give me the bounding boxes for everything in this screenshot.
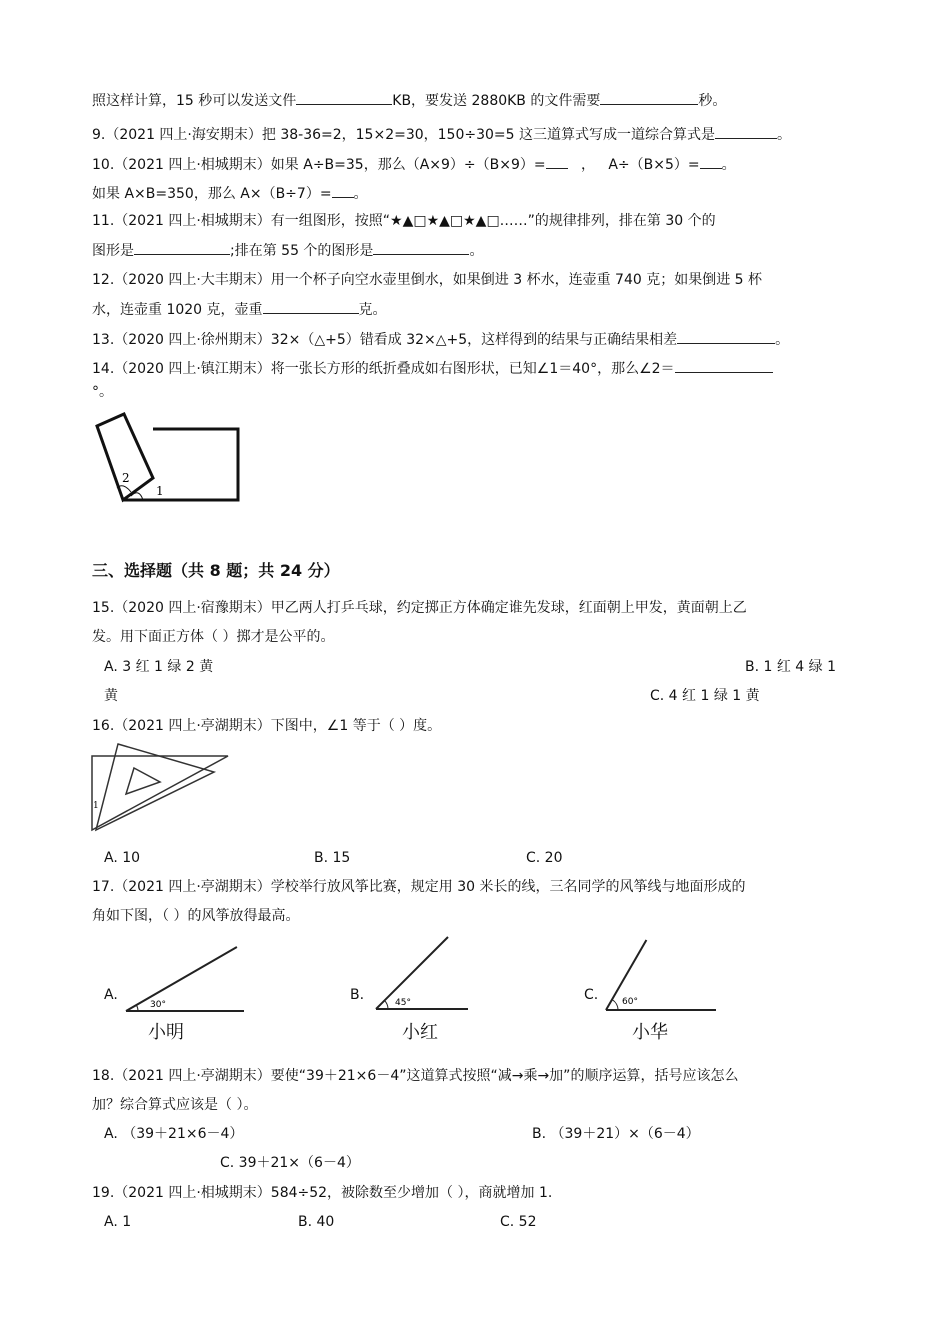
ruler-2 <box>96 744 214 830</box>
q11-line-1: 11.（2021 四上·相城期末）有一组图形，按照“★▲□★▲□★▲□……”的规律排列，排在第 30 个的 <box>92 213 716 229</box>
q9-end: 。 <box>777 127 792 143</box>
q9-text: 9.（2021 四上·海安期末）把 38-36=2，15×2=30，150÷30=5 这三道算式写成一道综合算式是 <box>92 127 716 143</box>
q17-angle-b <box>370 935 470 1015</box>
angle-a-svg <box>120 945 250 1015</box>
q16-option-a[interactable]: A. 10 <box>104 850 141 866</box>
q10-blank-1[interactable] <box>546 154 568 169</box>
ruler-hole <box>126 768 160 794</box>
angle-c-svg <box>600 938 720 1014</box>
q10-line-2 <box>92 183 368 204</box>
angle-b-svg <box>370 935 470 1015</box>
kite-string <box>126 947 237 1011</box>
q17-angle-a <box>120 945 250 1015</box>
kite-name-b: 小红 <box>402 1022 438 1043</box>
q19-line: 19.（2021 四上·相城期末）584÷52，被除数至少增加（ ），商就增加 1. <box>92 1185 553 1201</box>
q12-line-1: 12.（2020 四上·大丰期末）用一个杯子向空水壶里倒水，如果倒进 3 杯水，连壶重 740 克；如果倒进 5 杯 <box>92 272 763 288</box>
q13-end: 。 <box>775 332 790 348</box>
q10-blank-3[interactable] <box>332 183 354 198</box>
q12-text-a: 水，连壶重 1020 克，壶重 <box>92 302 263 318</box>
rectangle-edge <box>123 429 238 500</box>
q11-text-a: 图形是 <box>92 243 134 259</box>
q17-angle-c <box>600 938 720 1014</box>
q15-line-1: 15.（2020 四上·宿豫期末）甲乙两人打乒乓球，约定掷正方体确定谁先发球，红面朝上甲发，黄面朝上乙 <box>92 600 747 616</box>
triangle-rulers-figure <box>90 742 230 834</box>
q8-blank-1[interactable] <box>296 90 392 105</box>
kite-name-a: 小明 <box>148 1022 184 1043</box>
q15-line-2: 发。用下面正方体（ ）掷才是公平的。 <box>92 629 335 645</box>
angle-label: 60° <box>622 997 638 1007</box>
q17-line-1: 17.（2021 四上·亭湖期末）学校举行放风筝比赛，规定用 30 米长的线，三名同学的风筝线与地面形成的 <box>92 879 746 895</box>
q11-text-b: ;排在第 55 个的图形是 <box>230 243 374 259</box>
q18-option-c[interactable]: C. 39＋21×（6－4） <box>220 1155 360 1171</box>
q8-text-a: 照这样计算，15 秒可以发送文件 <box>92 93 297 109</box>
q12-text-b: 克。 <box>358 302 387 318</box>
q17-option-c-letter[interactable]: C. <box>584 987 599 1003</box>
q18-line-1: 18.（2021 四上·亭湖期末）要使“39＋21×6－4”这道算式按照“减→乘→加”的顺序运算，括号应该怎么 <box>92 1068 739 1084</box>
angle-label: 45° <box>395 998 411 1008</box>
q15-option-c[interactable]: C. 4 红 1 绿 1 黄 <box>650 688 760 704</box>
angle-1-label: 1 <box>93 801 99 811</box>
q9-blank[interactable] <box>715 124 777 139</box>
q12-blank[interactable] <box>263 299 359 314</box>
q17-line-2: 角如下图，（ ）的风筝放得最高。 <box>92 908 300 924</box>
q10-text-c: 。 <box>721 157 736 173</box>
q13-blank[interactable] <box>677 329 775 344</box>
q16-line: 16.（2021 四上·亭湖期末）下图中，∠1 等于（ ）度。 <box>92 718 442 734</box>
q17-option-a-letter[interactable]: A. <box>104 987 118 1003</box>
q19-option-c[interactable]: C. 52 <box>500 1214 537 1230</box>
q10-text-d: 如果 A×B=350，那么 A×（B÷7）= <box>92 186 332 202</box>
q14-line <box>92 358 773 379</box>
q15-option-b[interactable]: B. 1 红 4 绿 1 <box>745 659 837 675</box>
q19-option-a[interactable]: A. 1 <box>104 1214 132 1230</box>
q8-line <box>92 90 726 111</box>
q10-line-1 <box>92 154 736 175</box>
q11-line-2 <box>92 240 483 261</box>
q16-option-b[interactable]: B. 15 <box>314 850 351 866</box>
angle-arc <box>612 1000 618 1010</box>
q10-text-a: 10.（2021 四上·相城期末）如果 A÷B=35，那么（A×9）÷（B×9）= <box>92 157 546 173</box>
angle-2-label: 2 <box>122 471 130 485</box>
q14-text: 14.（2020 四上·镇江期末）将一张长方形的纸折叠成如右图形状，已知∠1＝40°，那么∠2＝ <box>92 361 675 377</box>
q10-text-e: 。 <box>353 186 368 202</box>
q11-text-c: 。 <box>469 243 484 259</box>
triangle-rulers-svg <box>90 742 230 834</box>
q8-text-c: 秒。 <box>698 93 727 109</box>
q14-blank[interactable] <box>675 358 773 373</box>
q19-option-b[interactable]: B. 40 <box>298 1214 335 1230</box>
q18-option-a[interactable]: A. （39＋21×6－4） <box>104 1126 244 1142</box>
angle-1-label: 1 <box>156 484 164 498</box>
kite-name-c: 小华 <box>632 1022 668 1043</box>
q18-line-2: 加？综合算式应该是（ ）。 <box>92 1097 258 1113</box>
angle-arc <box>385 1001 389 1010</box>
q10-text-b: ， A÷（B×5）= <box>567 157 700 173</box>
q11-blank-1[interactable] <box>134 240 230 255</box>
q11-blank-2[interactable] <box>373 240 469 255</box>
q13-text: 13.（2020 四上·徐州期末）32×（△+5）错看成 32×△+5，这样得到的结果与正确结果相差 <box>92 332 678 348</box>
q9-line <box>92 124 791 145</box>
q13-line <box>92 329 789 350</box>
section-title: 三、选择题（共 8 题；共 24 分） <box>92 561 340 580</box>
q16-option-c[interactable]: C. 20 <box>526 850 563 866</box>
q14-line-2: °。 <box>92 384 113 400</box>
angle-label: 30° <box>150 1000 166 1010</box>
q15-option-a[interactable]: A. 3 红 1 绿 2 黄 <box>104 659 214 675</box>
q8-blank-2[interactable] <box>600 90 698 105</box>
q12-line-2 <box>92 299 387 320</box>
q15-option-b-cont[interactable]: 黄 <box>104 688 118 704</box>
q8-text-b: KB，要发送 2880KB 的文件需要 <box>392 93 601 109</box>
folded-paper-svg <box>95 412 245 508</box>
q10-blank-2[interactable] <box>700 154 722 169</box>
q17-option-b-letter[interactable]: B. <box>350 987 365 1003</box>
kite-string <box>376 937 448 1009</box>
q18-option-b[interactable]: B. （39＋21）×（6－4） <box>532 1126 700 1142</box>
folded-paper-figure <box>95 412 245 508</box>
